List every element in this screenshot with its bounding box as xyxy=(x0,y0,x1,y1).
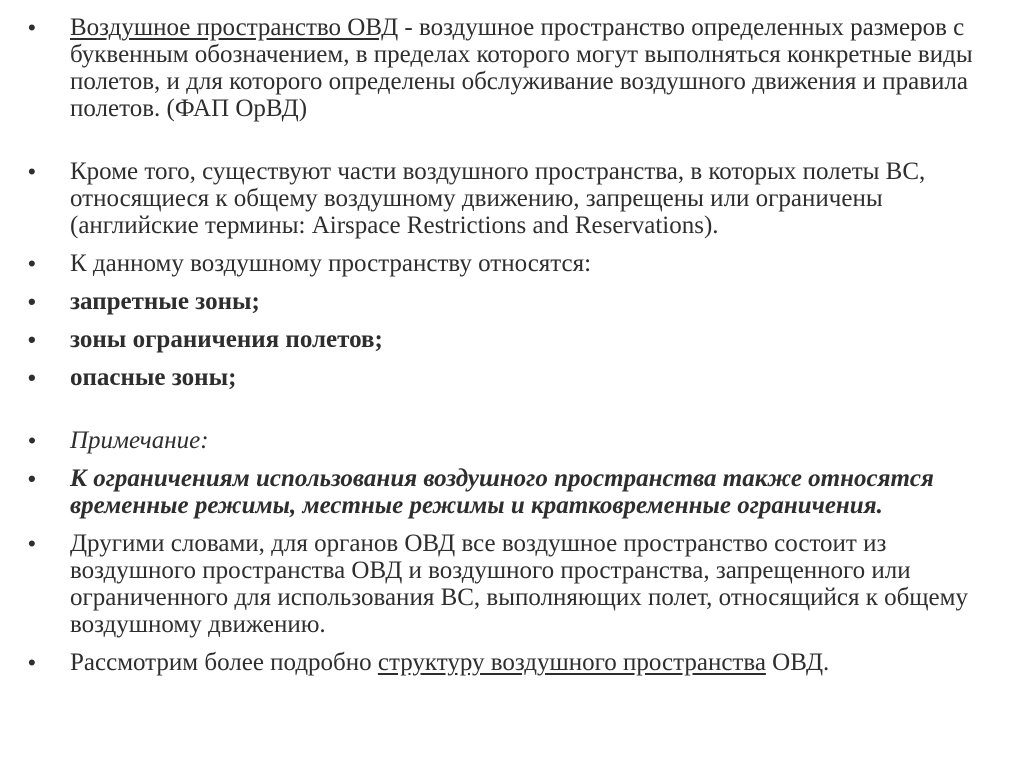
list-item-restricted-zones xyxy=(28,326,988,353)
danger-zones-text: опасные зоны; xyxy=(70,364,237,391)
list-item-consider xyxy=(28,649,988,676)
term-underlined: Воздушное пространство ОВД xyxy=(70,14,399,41)
consider-suffix: ОВД. xyxy=(765,649,830,676)
list-item-includes xyxy=(28,250,988,277)
structure-link[interactable]: структуру воздушного пространства xyxy=(377,649,766,676)
includes-text: К данному воздушному пространству относятся: xyxy=(70,250,592,277)
bullet-icon: • xyxy=(28,466,36,491)
bullet-icon: • xyxy=(28,428,36,453)
restricted-zones-text: зоны ограничения полетов; xyxy=(70,326,383,353)
consider-prefix: Рассмотрим более подробно xyxy=(70,649,378,676)
list-item-note-label xyxy=(28,427,988,454)
note-text: К ограничениям использования воздушного пространства также относятся временные режимы, местные режимы и кратковременные ограничения. xyxy=(70,465,934,519)
note-label: Примечание: xyxy=(70,427,209,454)
restrictions-text: Кроме того, существуют части воздушного пространства, в которых полеты ВС, относящиеся к общему воздушному движению, запрещены или ограничены (английские термины: Airspace Restrictions and Reservations). xyxy=(70,158,926,239)
bullet-icon: • xyxy=(28,15,36,40)
list-item-note-text xyxy=(28,465,988,519)
bullet-list xyxy=(28,14,988,676)
other-words-text: Другими словами, для органов ОВД все воздушное пространство состоит из воздушного пространства ОВД и воздушного пространства, запрещенного или ограниченного для использования ВС, выполняющих полет, относящийся к общему воздушному движению. xyxy=(70,530,968,638)
bullet-icon: • xyxy=(28,289,36,314)
definition-text: - воздушное пространство определенных размеров с буквенным обозначением, в пределах которого могут выполняться конкретные виды полетов, и для которого определены обслуживание воздушного движения и правила полетов. (ФАП ОрВД) xyxy=(70,14,973,122)
list-item-restrictions xyxy=(28,158,988,239)
bullet-icon: • xyxy=(28,327,36,352)
bullet-icon: • xyxy=(28,365,36,390)
list-item-danger-zones xyxy=(28,364,988,391)
list-item-other-words xyxy=(28,530,988,638)
list-item-prohibited-zones xyxy=(28,288,988,315)
bullet-icon: • xyxy=(28,251,36,276)
bullet-icon: • xyxy=(28,650,36,675)
prohibited-zones-text: запретные зоны; xyxy=(70,288,260,315)
bullet-icon: • xyxy=(28,531,36,556)
list-item-definition xyxy=(28,14,988,122)
bullet-icon: • xyxy=(28,159,36,184)
